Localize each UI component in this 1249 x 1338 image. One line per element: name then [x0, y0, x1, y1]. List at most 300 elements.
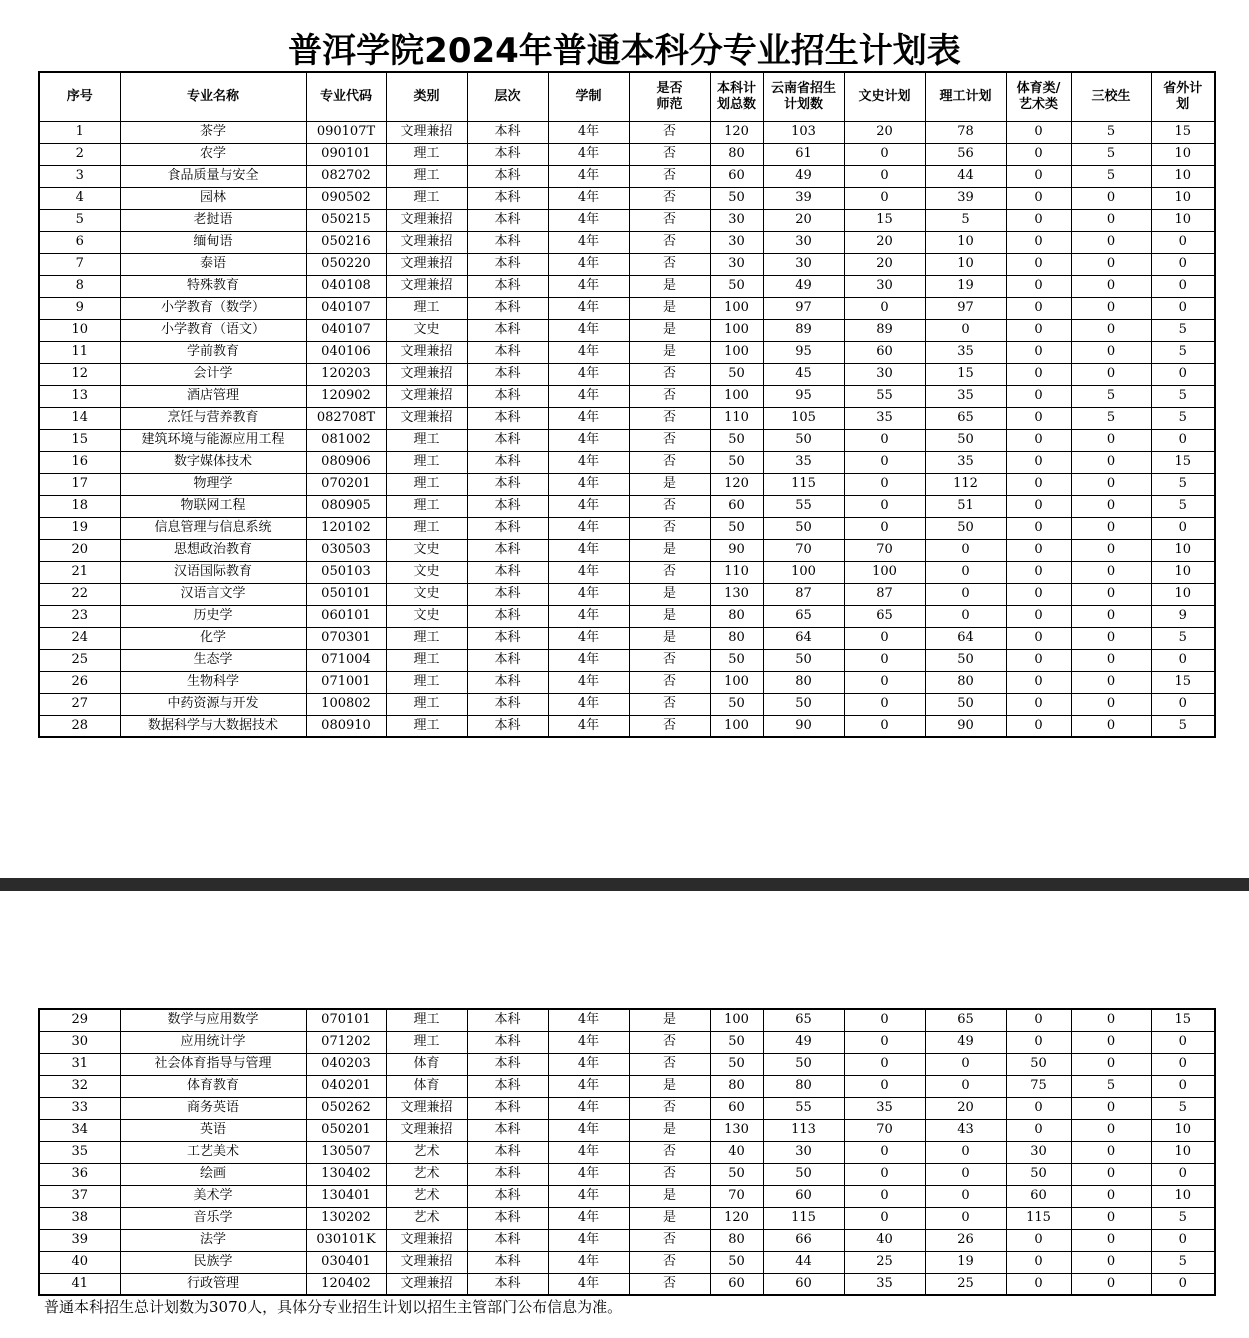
table-cell: 0 — [844, 1009, 925, 1031]
table-cell: 25 — [39, 649, 120, 671]
table-cell: 9 — [39, 297, 120, 319]
table-cell: 65 — [925, 407, 1006, 429]
table-cell: 0 — [844, 297, 925, 319]
table-cell: 本科 — [467, 605, 548, 627]
table-cell: 音乐学 — [120, 1207, 306, 1229]
table-cell: 49 — [763, 275, 844, 297]
table-cell: 文理兼招 — [386, 209, 467, 231]
table-cell: 生态学 — [120, 649, 306, 671]
table-cell: 0 — [844, 649, 925, 671]
table-cell: 0 — [1006, 231, 1071, 253]
table-row — [39, 1163, 1215, 1185]
table-cell: 4年 — [548, 1251, 629, 1273]
table-cell: 0 — [925, 1185, 1006, 1207]
table-cell: 130202 — [306, 1207, 386, 1229]
table-cell: 文史 — [386, 539, 467, 561]
table-cell: 0 — [844, 143, 925, 165]
table-cell: 65 — [925, 1009, 1006, 1031]
table-cell: 4年 — [548, 715, 629, 737]
table-cell: 学前教育 — [120, 341, 306, 363]
table-cell: 60 — [710, 1097, 763, 1119]
table-cell: 理工 — [386, 627, 467, 649]
table-cell: 本科 — [467, 187, 548, 209]
table-cell: 050216 — [306, 231, 386, 253]
table-cell: 60 — [763, 1273, 844, 1295]
table-cell: 0 — [1071, 671, 1151, 693]
table-cell: 100 — [763, 561, 844, 583]
table-cell: 否 — [629, 143, 710, 165]
table-row — [39, 1229, 1215, 1251]
table-cell: 15 — [1151, 121, 1215, 143]
table-cell: 090101 — [306, 143, 386, 165]
table-cell: 否 — [629, 715, 710, 737]
table-row — [39, 693, 1215, 715]
enrollment-table-part1 — [38, 71, 1216, 738]
table-cell: 文理兼招 — [386, 275, 467, 297]
table-cell: 理工 — [386, 297, 467, 319]
table-cell: 绘画 — [120, 1163, 306, 1185]
table-cell: 0 — [1006, 253, 1071, 275]
table-cell: 是 — [629, 341, 710, 363]
table-cell: 071004 — [306, 649, 386, 671]
table-cell: 29 — [39, 1009, 120, 1031]
table-cell: 艺术 — [386, 1185, 467, 1207]
table-cell: 0 — [1006, 649, 1071, 671]
table-cell: 4年 — [548, 231, 629, 253]
table-cell: 否 — [629, 429, 710, 451]
table-cell: 本科 — [467, 1185, 548, 1207]
table-cell: 本科 — [467, 649, 548, 671]
table-cell: 0 — [844, 429, 925, 451]
table-cell: 28 — [39, 715, 120, 737]
table-cell: 30 — [1006, 1141, 1071, 1163]
table-cell: 本科 — [467, 1273, 548, 1295]
table-cell: 26 — [925, 1229, 1006, 1251]
column-header: 文史计划 — [844, 72, 925, 121]
table-cell: 25 — [844, 1251, 925, 1273]
table-cell: 是 — [629, 297, 710, 319]
table-cell: 090502 — [306, 187, 386, 209]
table-cell: 文理兼招 — [386, 385, 467, 407]
table-cell: 本科 — [467, 1207, 548, 1229]
table-cell: 园林 — [120, 187, 306, 209]
table-row — [39, 1009, 1215, 1031]
table-cell: 4年 — [548, 1207, 629, 1229]
table-cell: 37 — [39, 1185, 120, 1207]
table-cell: 数学与应用数学 — [120, 1009, 306, 1031]
table-cell: 本科 — [467, 275, 548, 297]
table-cell: 本科 — [467, 319, 548, 341]
table-cell: 87 — [844, 583, 925, 605]
table-cell: 78 — [925, 121, 1006, 143]
column-header: 专业代码 — [306, 72, 386, 121]
table-cell: 43 — [925, 1119, 1006, 1141]
table-cell: 0 — [1006, 693, 1071, 715]
table-cell: 4年 — [548, 1097, 629, 1119]
table-row — [39, 363, 1215, 385]
table-cell: 30 — [710, 231, 763, 253]
table-cell: 文理兼招 — [386, 1251, 467, 1273]
table-row — [39, 583, 1215, 605]
table-cell: 0 — [1071, 473, 1151, 495]
table-row — [39, 341, 1215, 363]
table-cell: 0 — [1006, 1251, 1071, 1273]
table-cell: 113 — [763, 1119, 844, 1141]
table-cell: 30 — [763, 253, 844, 275]
table-cell: 本科 — [467, 1229, 548, 1251]
page-title: 普洱学院2024年普通本科分专业招生计划表 — [288, 31, 961, 71]
table-cell: 50 — [710, 1163, 763, 1185]
table-cell: 是 — [629, 1119, 710, 1141]
table-cell: 110 — [710, 407, 763, 429]
table-cell: 否 — [629, 363, 710, 385]
table-cell: 51 — [925, 495, 1006, 517]
footnote: 普通本科招生总计划数为3070人，具体分专业招生计划以招生主管部门公布信息为准。 — [44, 1298, 623, 1316]
table-cell: 本科 — [467, 539, 548, 561]
table-cell: 10 — [1151, 187, 1215, 209]
table-cell: 66 — [763, 1229, 844, 1251]
table-cell: 本科 — [467, 231, 548, 253]
table-cell: 30 — [844, 363, 925, 385]
table-row — [39, 517, 1215, 539]
table-cell: 10 — [1151, 1119, 1215, 1141]
table-cell: 23 — [39, 605, 120, 627]
table-cell: 115 — [1006, 1207, 1071, 1229]
table-cell: 0 — [1151, 1163, 1215, 1185]
table-cell: 7 — [39, 253, 120, 275]
table-cell: 艺术 — [386, 1141, 467, 1163]
table-cell: 0 — [844, 1031, 925, 1053]
table-cell: 0 — [1151, 297, 1215, 319]
table-cell: 5 — [1151, 1097, 1215, 1119]
table-cell: 本科 — [467, 209, 548, 231]
table-cell: 0 — [1006, 539, 1071, 561]
table-cell: 否 — [629, 209, 710, 231]
table-row — [39, 1075, 1215, 1097]
table-cell: 50 — [710, 275, 763, 297]
table-cell: 文理兼招 — [386, 231, 467, 253]
table-cell: 50 — [763, 429, 844, 451]
table-cell: 33 — [39, 1097, 120, 1119]
table-cell: 理工 — [386, 451, 467, 473]
table-cell: 4年 — [548, 583, 629, 605]
table-cell: 4年 — [548, 297, 629, 319]
table-cell: 115 — [763, 473, 844, 495]
table-row — [39, 1207, 1215, 1229]
table-cell: 45 — [763, 363, 844, 385]
table-cell: 5 — [1151, 627, 1215, 649]
table-cell: 4年 — [548, 1229, 629, 1251]
table-cell: 酒店管理 — [120, 385, 306, 407]
table-cell: 0 — [1071, 1185, 1151, 1207]
table-cell: 理工 — [386, 715, 467, 737]
table-cell: 4年 — [548, 693, 629, 715]
table-cell: 0 — [844, 187, 925, 209]
table-cell: 5 — [1151, 407, 1215, 429]
table-cell: 4年 — [548, 407, 629, 429]
table-cell: 否 — [629, 517, 710, 539]
table-cell: 19 — [39, 517, 120, 539]
table-cell: 4年 — [548, 671, 629, 693]
table-cell: 0 — [1006, 1229, 1071, 1251]
table-cell: 4年 — [548, 429, 629, 451]
table-cell: 100 — [844, 561, 925, 583]
table-cell: 4年 — [548, 627, 629, 649]
table-cell: 是 — [629, 1207, 710, 1229]
table-cell: 80 — [925, 671, 1006, 693]
table-cell: 5 — [925, 209, 1006, 231]
table-cell: 美术学 — [120, 1185, 306, 1207]
table-cell: 120 — [710, 121, 763, 143]
table-cell: 17 — [39, 473, 120, 495]
table-cell: 5 — [1151, 1207, 1215, 1229]
table-cell: 50 — [925, 693, 1006, 715]
table-cell: 0 — [1071, 209, 1151, 231]
table-cell: 50 — [763, 693, 844, 715]
table-row — [39, 385, 1215, 407]
table-cell: 4年 — [548, 561, 629, 583]
table-cell: 否 — [629, 121, 710, 143]
table-cell: 0 — [1006, 605, 1071, 627]
table-cell: 80 — [710, 143, 763, 165]
table-cell: 4年 — [548, 517, 629, 539]
table-cell: 0 — [1071, 539, 1151, 561]
table-cell: 35 — [925, 451, 1006, 473]
table-cell: 文理兼招 — [386, 407, 467, 429]
table-cell: 50 — [763, 1163, 844, 1185]
column-header: 省外计 划 — [1151, 72, 1215, 121]
table-cell: 50 — [710, 1053, 763, 1075]
table-cell: 31 — [39, 1053, 120, 1075]
table-cell: 0 — [1006, 209, 1071, 231]
table-cell: 5 — [1071, 165, 1151, 187]
table-cell: 否 — [629, 649, 710, 671]
table-cell: 80 — [710, 1229, 763, 1251]
table-cell: 65 — [844, 605, 925, 627]
table-cell: 0 — [1006, 1031, 1071, 1053]
table-cell: 050201 — [306, 1119, 386, 1141]
table-cell: 否 — [629, 187, 710, 209]
table-cell: 本科 — [467, 627, 548, 649]
table-cell: 泰语 — [120, 253, 306, 275]
table-cell: 0 — [1071, 495, 1151, 517]
table-cell: 64 — [763, 627, 844, 649]
table-cell: 95 — [763, 385, 844, 407]
table-cell: 50 — [1006, 1163, 1071, 1185]
table-cell: 会计学 — [120, 363, 306, 385]
table-cell: 4 — [39, 187, 120, 209]
table-cell: 否 — [629, 1097, 710, 1119]
page-divider — [0, 878, 1249, 891]
table-cell: 0 — [1006, 1097, 1071, 1119]
table-cell: 100 — [710, 385, 763, 407]
table-cell: 21 — [39, 561, 120, 583]
table-cell: 5 — [1151, 715, 1215, 737]
table-row — [39, 671, 1215, 693]
table-row — [39, 407, 1215, 429]
table-cell: 75 — [1006, 1075, 1071, 1097]
table-cell: 070301 — [306, 627, 386, 649]
table-cell: 4年 — [548, 363, 629, 385]
table-cell: 61 — [763, 143, 844, 165]
column-header: 是否 师范 — [629, 72, 710, 121]
table-cell: 理工 — [386, 693, 467, 715]
table-cell: 0 — [1006, 715, 1071, 737]
table-cell: 0 — [1006, 561, 1071, 583]
table-cell: 文理兼招 — [386, 363, 467, 385]
table-cell: 20 — [844, 231, 925, 253]
table-cell: 文理兼招 — [386, 1229, 467, 1251]
table-cell: 20 — [844, 121, 925, 143]
table-cell: 理工 — [386, 671, 467, 693]
table-cell: 5 — [1151, 385, 1215, 407]
table-cell: 本科 — [467, 1097, 548, 1119]
table-cell: 0 — [1006, 187, 1071, 209]
table-cell: 0 — [1151, 231, 1215, 253]
column-header: 体育类/ 艺术类 — [1006, 72, 1071, 121]
table-cell: 0 — [1006, 385, 1071, 407]
table-cell: 是 — [629, 473, 710, 495]
table-row — [39, 209, 1215, 231]
table-cell: 50 — [925, 429, 1006, 451]
table-row — [39, 605, 1215, 627]
table-cell: 4年 — [548, 649, 629, 671]
table-cell: 15 — [39, 429, 120, 451]
table-cell: 5 — [1151, 341, 1215, 363]
table-cell: 10 — [1151, 583, 1215, 605]
table-cell: 50 — [710, 451, 763, 473]
table-cell: 130401 — [306, 1185, 386, 1207]
table-cell: 0 — [1071, 1141, 1151, 1163]
table-cell: 0 — [1006, 165, 1071, 187]
table-cell: 4年 — [548, 539, 629, 561]
table-cell: 文史 — [386, 319, 467, 341]
table-cell: 0 — [925, 1141, 1006, 1163]
table-cell: 55 — [763, 495, 844, 517]
table-cell: 60 — [763, 1185, 844, 1207]
table-cell: 60 — [710, 1273, 763, 1295]
table-cell: 5 — [1071, 143, 1151, 165]
table-cell: 20 — [844, 253, 925, 275]
table-cell: 0 — [925, 319, 1006, 341]
table-cell: 20 — [39, 539, 120, 561]
table-cell: 0 — [1071, 1097, 1151, 1119]
table-cell: 小学教育（数学） — [120, 297, 306, 319]
table-cell: 0 — [1071, 363, 1151, 385]
table-cell: 否 — [629, 451, 710, 473]
table-cell: 否 — [629, 1251, 710, 1273]
table-cell: 社会体育指导与管理 — [120, 1053, 306, 1075]
table-cell: 否 — [629, 407, 710, 429]
table-cell: 0 — [844, 715, 925, 737]
table-cell: 0 — [844, 1141, 925, 1163]
table-cell: 文理兼招 — [386, 253, 467, 275]
table-cell: 50 — [925, 517, 1006, 539]
table-cell: 本科 — [467, 495, 548, 517]
table-cell: 4年 — [548, 495, 629, 517]
column-header: 层次 — [467, 72, 548, 121]
table-cell: 0 — [844, 1185, 925, 1207]
table-cell: 数据科学与大数据技术 — [120, 715, 306, 737]
table-cell: 60 — [710, 495, 763, 517]
table-cell: 法学 — [120, 1229, 306, 1251]
table-cell: 97 — [763, 297, 844, 319]
table-cell: 4年 — [548, 473, 629, 495]
table-cell: 0 — [1071, 1031, 1151, 1053]
table-cell: 理工 — [386, 143, 467, 165]
table-cell: 艺术 — [386, 1207, 467, 1229]
table-row — [39, 187, 1215, 209]
table-cell: 0 — [1071, 1053, 1151, 1075]
table-row — [39, 451, 1215, 473]
table-cell: 4年 — [548, 1009, 629, 1031]
table-cell: 0 — [1071, 627, 1151, 649]
table-cell: 30 — [844, 275, 925, 297]
table-cell: 10 — [1151, 561, 1215, 583]
table-cell: 0 — [1006, 451, 1071, 473]
table-cell: 本科 — [467, 1141, 548, 1163]
table-cell: 体育 — [386, 1075, 467, 1097]
table-cell: 0 — [844, 671, 925, 693]
table-cell: 5 — [1071, 121, 1151, 143]
table-cell: 0 — [844, 517, 925, 539]
table-cell: 89 — [763, 319, 844, 341]
table-cell: 080906 — [306, 451, 386, 473]
table-cell: 2 — [39, 143, 120, 165]
table-cell: 30 — [710, 209, 763, 231]
table-cell: 0 — [844, 693, 925, 715]
table-cell: 5 — [1151, 473, 1215, 495]
table-cell: 120 — [710, 1207, 763, 1229]
table-cell: 中药资源与开发 — [120, 693, 306, 715]
table-cell: 物理学 — [120, 473, 306, 495]
table-cell: 030101K — [306, 1229, 386, 1251]
column-header: 理工计划 — [925, 72, 1006, 121]
table-cell: 20 — [925, 1097, 1006, 1119]
table-cell: 本科 — [467, 429, 548, 451]
table-cell: 0 — [1071, 297, 1151, 319]
table-cell: 本科 — [467, 1075, 548, 1097]
table-cell: 0 — [1006, 1273, 1071, 1295]
table-cell: 0 — [1151, 363, 1215, 385]
table-cell: 040107 — [306, 297, 386, 319]
table-cell: 体育 — [386, 1053, 467, 1075]
table-cell: 50 — [763, 517, 844, 539]
table-cell: 0 — [1006, 627, 1071, 649]
table-cell: 是 — [629, 627, 710, 649]
table-cell: 15 — [1151, 671, 1215, 693]
table-cell: 10 — [1151, 1141, 1215, 1163]
table-row — [39, 297, 1215, 319]
table-cell: 49 — [925, 1031, 1006, 1053]
table-cell: 0 — [925, 1163, 1006, 1185]
table-cell: 4年 — [548, 451, 629, 473]
table-cell: 否 — [629, 231, 710, 253]
table-cell: 25 — [925, 1273, 1006, 1295]
table-cell: 艺术 — [386, 1163, 467, 1185]
table-cell: 本科 — [467, 671, 548, 693]
table-row — [39, 1119, 1215, 1141]
table-cell: 65 — [763, 605, 844, 627]
table-cell: 行政管理 — [120, 1273, 306, 1295]
table-row — [39, 1053, 1215, 1075]
table-cell: 100 — [710, 1009, 763, 1031]
table-cell: 50 — [710, 1031, 763, 1053]
table-cell: 44 — [763, 1251, 844, 1273]
table-row — [39, 1273, 1215, 1295]
table-row — [39, 495, 1215, 517]
table-cell: 本科 — [467, 363, 548, 385]
